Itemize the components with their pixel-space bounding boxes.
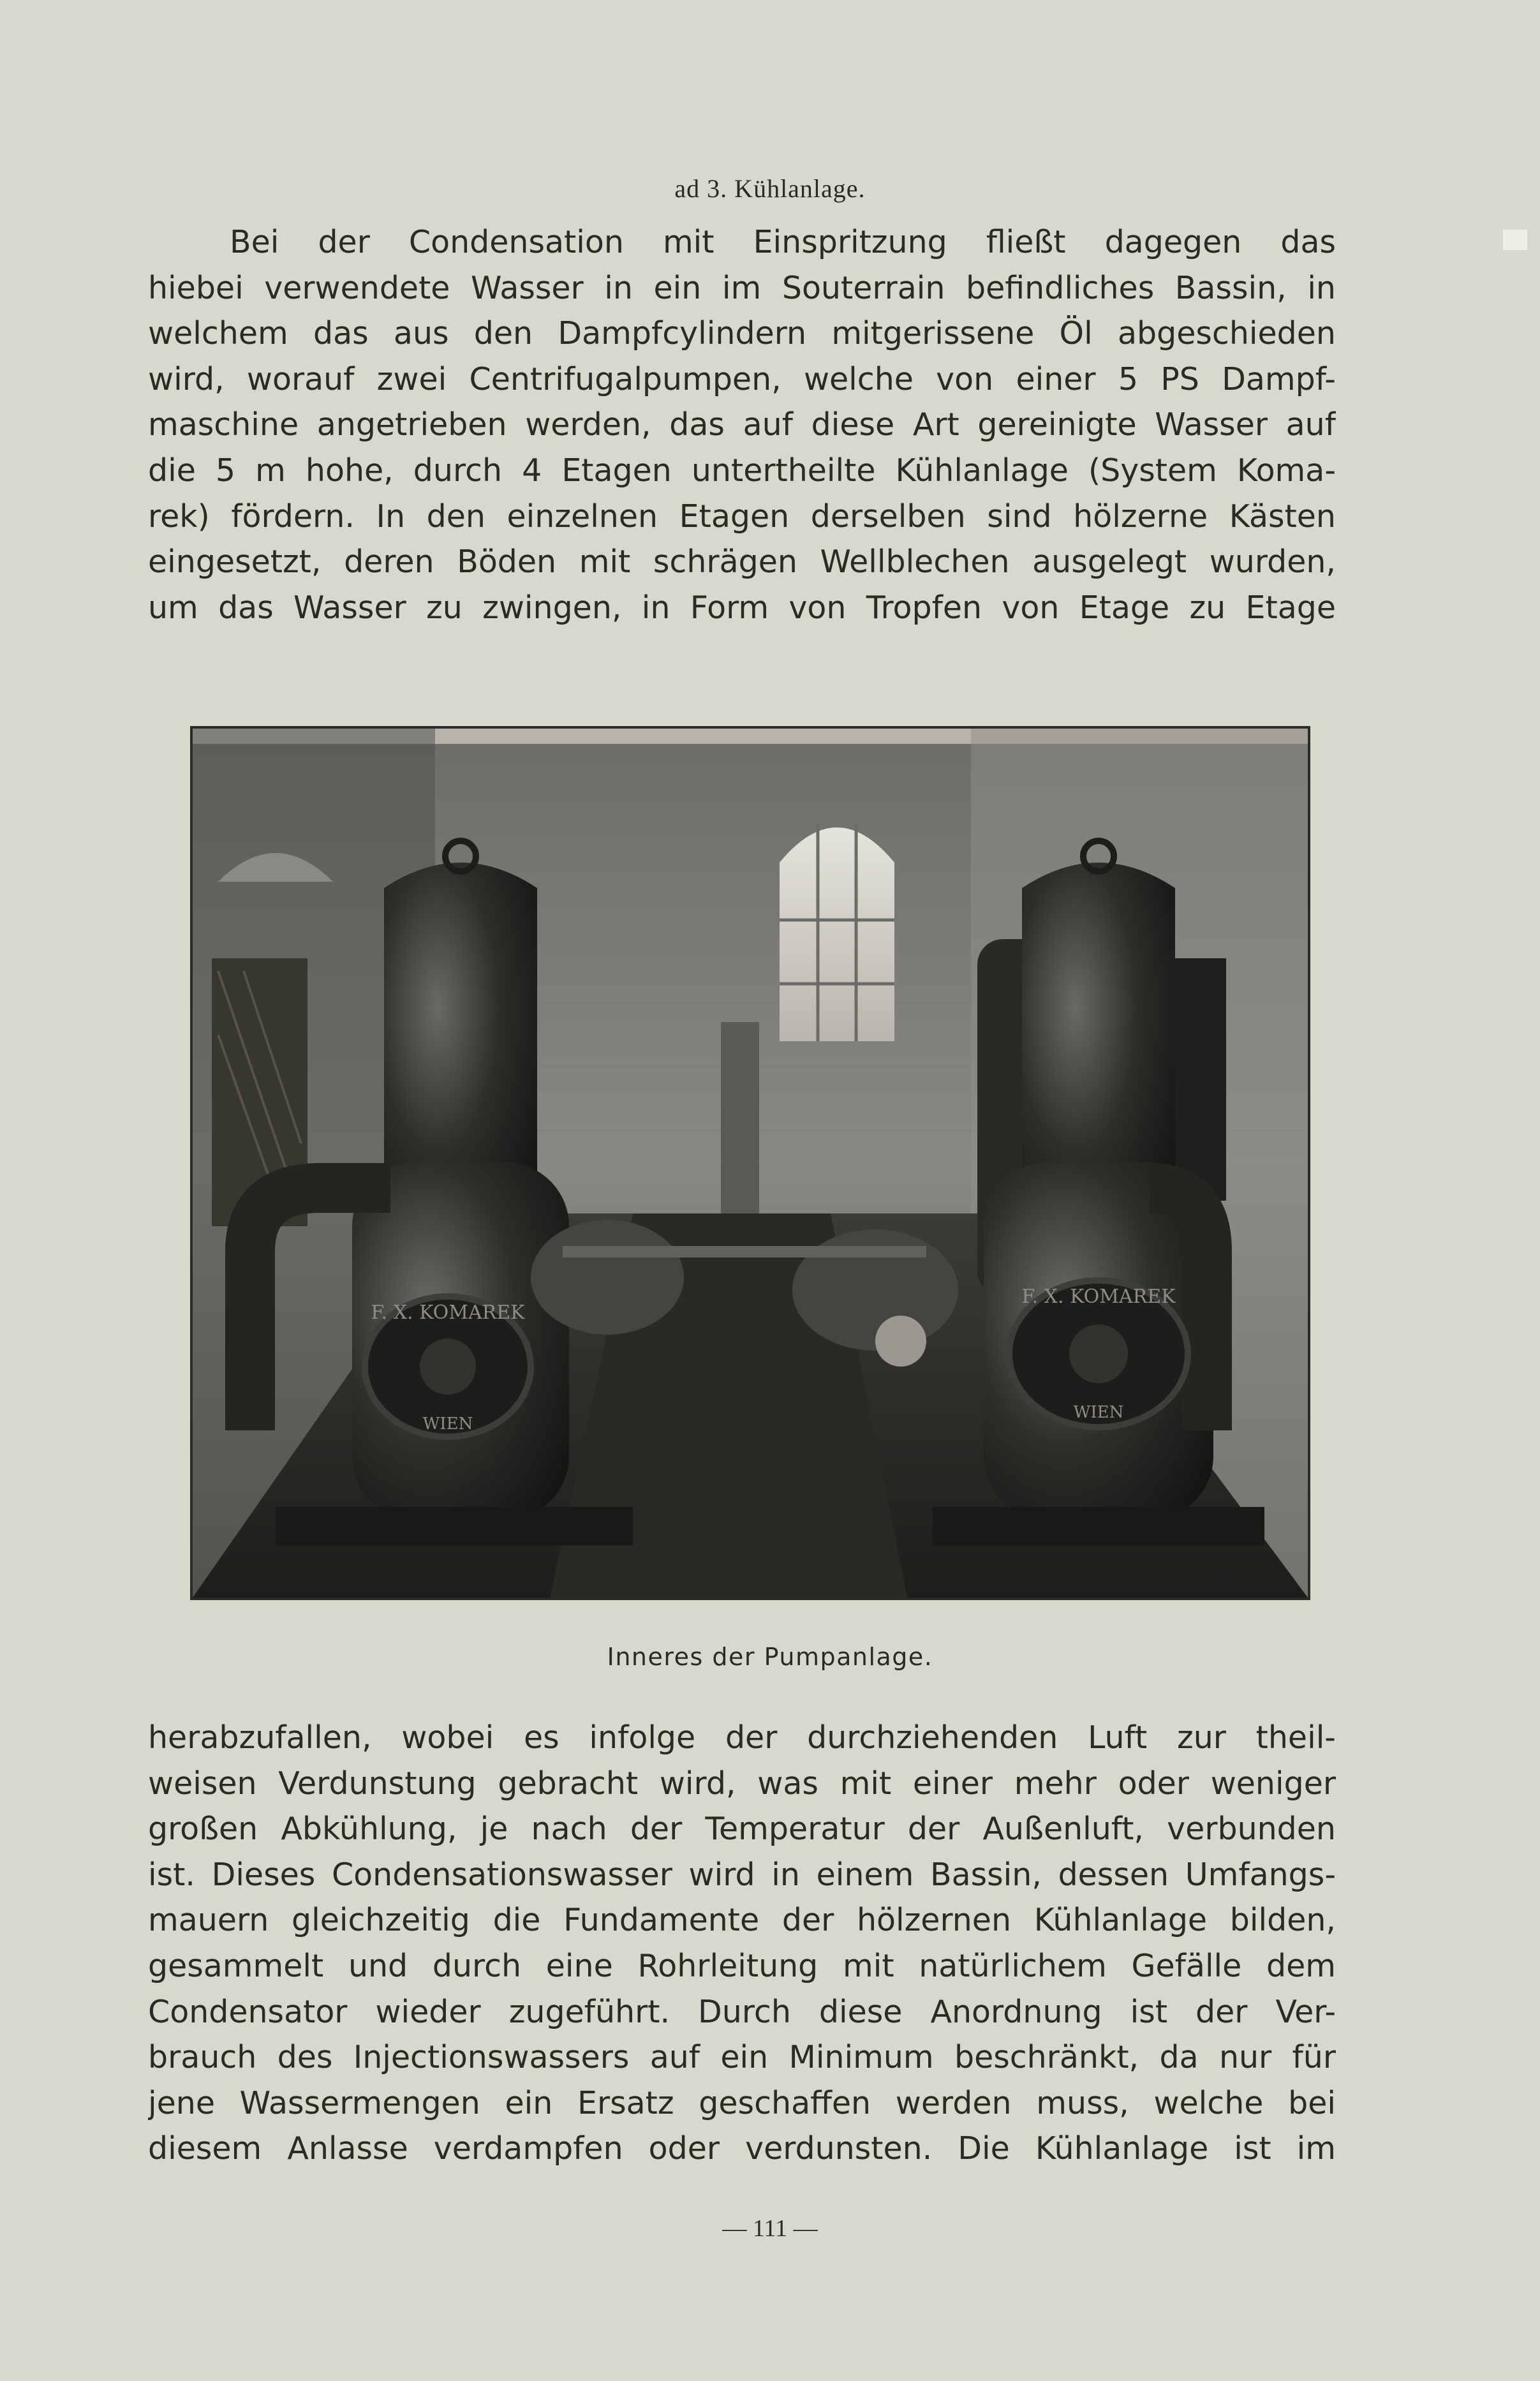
paragraph-top <box>148 219 1336 630</box>
text-line: herabzufallen, wobei es infolge der durchziehenden Luft zur theil- <box>148 1719 1336 1756</box>
text-line: ist. Dieses Condensationswasser wird in einem Bassin, dessen Umfangs- <box>148 1856 1336 1893</box>
text-line: diesem Anlasse verdampfen oder verdunsten. Die Kühlanlage ist im <box>148 2130 1336 2167</box>
text-line: großen Abkühlung, je nach der Temperatur der Außenluft, verbunden <box>148 1811 1336 1848</box>
text-line: wird, worauf zwei Centrifugalpumpen, welche von einer 5 PS Dampf- <box>148 360 1336 397</box>
text-line: rek) fördern. In den einzelnen Etagen derselben sind hölzerne Kästen <box>148 498 1336 535</box>
figure-caption: Inneres der Pumpanlage. <box>607 1643 933 1671</box>
text-line: Condensator wieder zugeführt. Durch diese Anordnung ist der Ver- <box>148 1993 1336 2030</box>
text-line: maschine angetrieben werden, das auf diese Art gereinigte Wasser auf <box>148 406 1336 443</box>
pump-room-photograph <box>190 726 1310 1600</box>
running-head: ad 3. Kühlanlage. <box>674 174 866 203</box>
pump-room-illustration <box>193 729 1308 1598</box>
paragraph-bottom <box>148 1715 1336 2172</box>
right-maker-plate: F. X. KOMAREK <box>1021 1286 1176 1308</box>
text-line: Bei der Condensation mit Einspritzung fließt dagegen das <box>230 224 1336 260</box>
left-plate-city: WIEN <box>422 1414 473 1434</box>
text-line: brauch des Injectionswassers auf ein Minimum beschränkt, da nur für <box>148 2039 1336 2076</box>
right-plate-city: WIEN <box>1073 1403 1124 1422</box>
text-line: welchem das aus den Dampfcylindern mitgerissene Öl abgeschieden <box>148 315 1336 352</box>
text-line: die 5 m hohe, durch 4 Etagen untertheilte Kühlanlage (System Koma- <box>148 452 1336 489</box>
paper-blemish <box>1503 230 1527 250</box>
text-line: eingesetzt, deren Böden mit schrägen Wellblechen ausgelegt wurden, <box>148 544 1336 581</box>
text-line: um das Wasser zu zwingen, in Form von Tropfen von Etage zu Etage <box>148 589 1336 626</box>
text-line: weisen Verdunstung gebracht wird, was mit einer mehr oder weniger <box>148 1765 1336 1802</box>
page-number: — 111 — <box>722 2215 818 2242</box>
text-line: jene Wassermengen ein Ersatz geschaffen werden muss, welche bei <box>148 2084 1336 2121</box>
left-maker-plate: F. X. KOMAREK <box>371 1302 525 1324</box>
text-line: gesammelt und durch eine Rohrleitung mit natürlichem Gefälle dem <box>148 1947 1336 1984</box>
text-line: mauern gleichzeitig die Fundamente der hölzernen Kühlanlage bilden, <box>148 1902 1336 1939</box>
text-line: hiebei verwendete Wasser in ein im Souterrain befindliches Bassin, in <box>148 269 1336 306</box>
